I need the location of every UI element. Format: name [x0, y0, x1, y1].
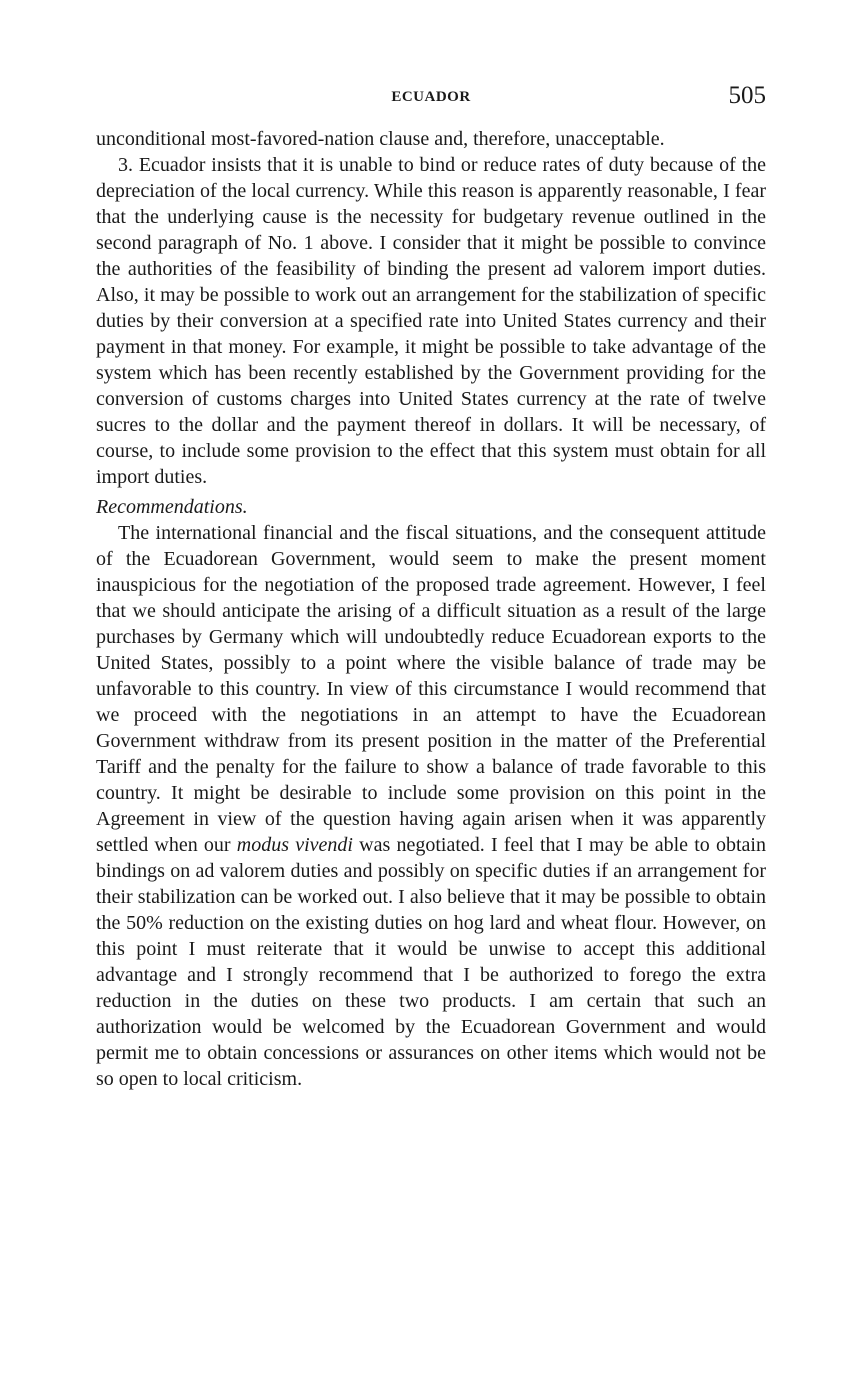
- rec-text-part1: The international financial and the fiscal situations, and the consequent attitude of the Ecuadorean Government, would seem to make the present moment inauspicious for the negotiation of the proposed trade agreement. However, I feel that we should anticipate the arising of a difficult situation as a result of the large purchases by Germany which will undoubtedly reduce Ecuadorean exports to the United States, possibly to a point where the visible balance of trade may be unfavorable to this country. In view of this circumstance I would recommend that we proceed with the negotiations in an attempt to have the Ecuadorean Government withdraw from its present position in the matter of the Preferential Tariff and the penalty for the failure to show a balance of trade favorable to this country. It might be desirable to include some provision on this point in the Agreement in view of the question having again arisen when it was apparently settled when our: [96, 522, 766, 856]
- rec-text-part2: was negotiated. I feel that I may be able to obtain bindings on ad valorem duties and possibly on specific duties if an arrangement for their stabilization can be worked out. I also believe that it may be possible to obtain the 50% reduction on the existing duties on hog lard and wheat flour. However, on this point I must reiterate that it would be unwise to accept this additional advantage and I strongly recommend that I be authorized to forego the extra reduction in the duties on these two products. I am certain that such an authorization would be welcomed by the Ecuadorean Government and would permit me to obtain concessions or assurances on other items which would not be so open to local criticism.: [96, 834, 766, 1090]
- document-page: [96, 82, 766, 1092]
- page-number: 505: [728, 82, 766, 109]
- running-header: [96, 82, 766, 112]
- paragraph-continued: unconditional most-favored-nation clause and, therefore, unacceptable.: [96, 128, 665, 150]
- modus-vivendi-italic: modus vivendi: [236, 834, 353, 856]
- document-body: [96, 126, 766, 1092]
- recommendations-heading: Recommendations.: [96, 496, 248, 518]
- paragraph-3: 3. Ecuador insists that it is unable to bind or reduce rates of duty because of the depreciation of the local currency. While this reason is apparently reasonable, I fear that the underlying cause is the necessity for budgetary revenue outlined in the second paragraph of No. 1 above. I consider that it might be possible to convince the authorities of the feasibility of binding the present ad valorem import duties. Also, it may be possible to work out an arrangement for the stabilization of specific duties by their conversion at a specified rate into United States currency and their payment in that money. For example, it might be possible to take advantage of the system which has been recently established by the Government providing for the conversion of customs charges into United States currency at the rate of twelve sucres to the dollar and the payment thereof in dollars. It will be necessary, of course, to include some provision to the effect that this system must obtain for all import duties.: [96, 154, 766, 488]
- recommendations-paragraph: [96, 520, 766, 1092]
- running-title: ECUADOR: [391, 89, 471, 105]
